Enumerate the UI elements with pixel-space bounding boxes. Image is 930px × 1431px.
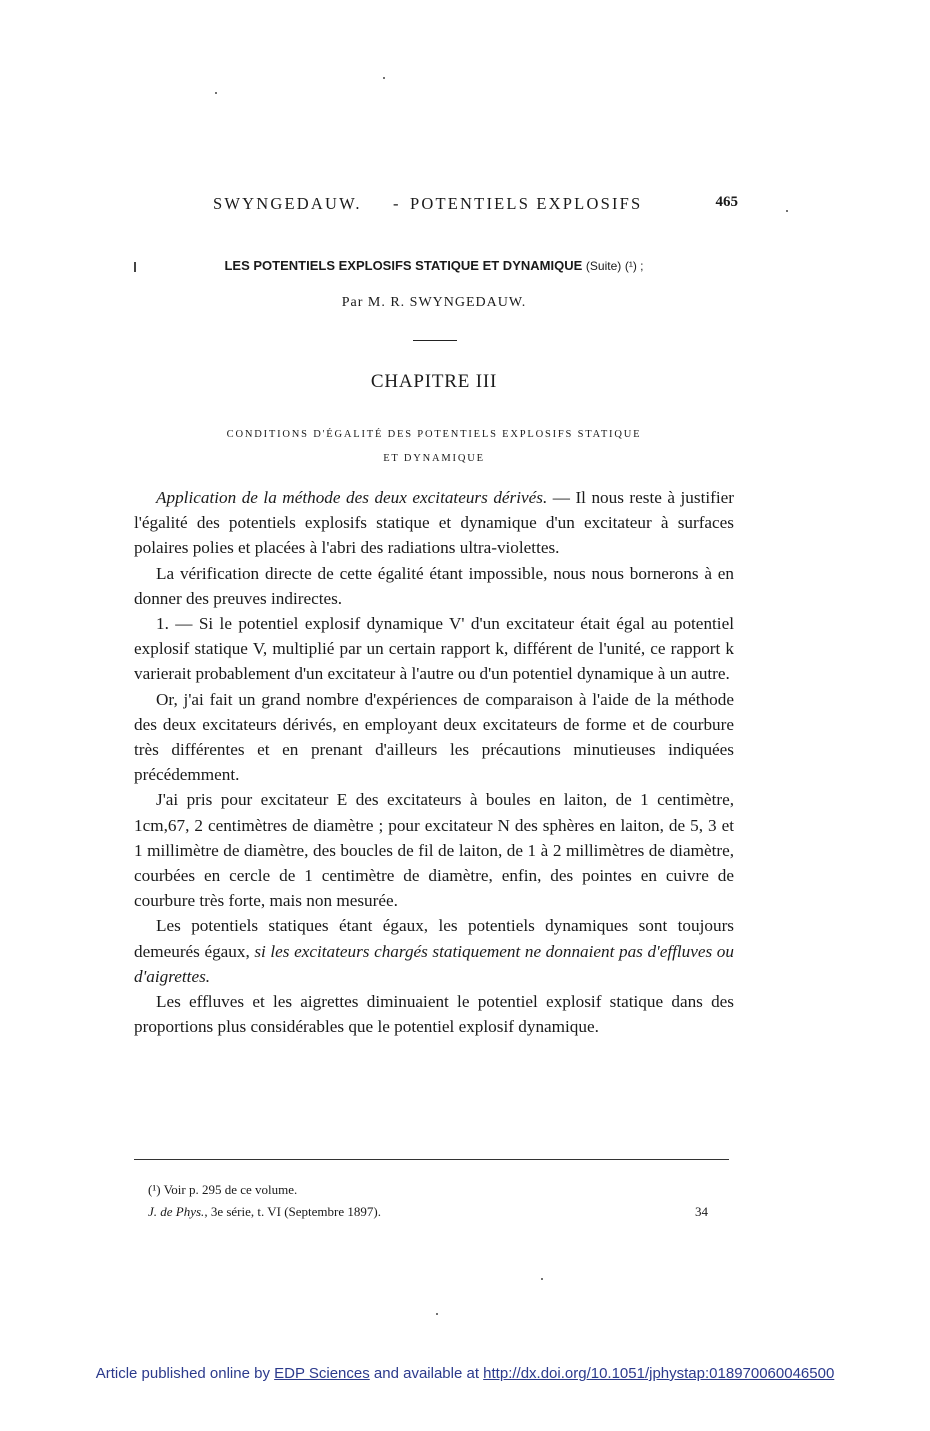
paragraph-text: — Il nous reste à justifier l'égalité des potentiels explosifs statique et dynamique d'un excitateur à surfaces polaires polies et placées à l'abri des radiations ultra-violettes. — [134, 488, 734, 558]
paragraph: 1. — Si le potentiel explosif dynamique V' d'un excitateur était égal au potentiel explosif statique V, multiplié par un certain rapport k, différent de l'unité, ce rapport k varierait probablement d'un excitateur à l'autre ou d'un potentiel dynamique à un autre. — [134, 614, 734, 684]
journal-name: J. de Phys. — [148, 1204, 205, 1219]
article-title-suite: (Suite) — [585, 259, 622, 273]
page-number: 465 — [715, 194, 738, 210]
scan-speck — [215, 92, 217, 94]
footnote-divider — [134, 1159, 729, 1160]
running-head-separator: - — [393, 194, 401, 213]
paragraph: Les effluves et les aigrettes diminuaient le potentiel explosif statique dans des proportions plus considérables que le potentiel explosif dynamique. — [134, 992, 734, 1037]
footnotes — [148, 1179, 728, 1223]
paragraph: J'ai pris pour excitateur E des excitateurs à boules en laiton, de 1 centimètre, 1cm,67, 2 centimètres de diamètre ; pour excitateur N des sphères en laiton, de 5, 3 et 1 millimètre de diamètre, des boucles de fil de laiton, de 1 à 2 millimètres de diamètre, courbées en cercle de 1 centimètre de diamètre, enfin, des pointes en cuivre de courbure très forte, mais non mesurée. — [134, 790, 734, 911]
chapter-subtitle — [134, 423, 734, 471]
scan-speck — [383, 77, 385, 79]
running-head-author: SWYNGEDAUW. — [213, 194, 362, 213]
doi-banner — [0, 1365, 930, 1382]
paragraph-tail-italic: si les excitateurs chargés statiquement ne donnaient pas d'effluves ou d'aigrettes. — [134, 941, 734, 986]
chapter-heading: CHAPITRE III — [370, 371, 498, 392]
paragraph: Or, j'ai fait un grand nombre d'expériences de comparaison à l'aide de la méthode des deux excitateurs dérivés, en employant deux excitateurs de forme et de courbure très différentes et en prenant d'ailleurs les précautions minutieuses indiquées précédemment. — [134, 689, 734, 785]
doi-link[interactable]: http://dx.doi.org/10.1051/jphystap:018970060046500 — [483, 1365, 835, 1382]
footnote-1: (¹) Voir p. 295 de ce volume. — [148, 1182, 298, 1197]
journal-reference — [148, 1201, 728, 1223]
paragraph — [134, 485, 734, 561]
body-text — [134, 485, 734, 1039]
scan-speck — [436, 1313, 438, 1315]
paragraph: La vérification directe de cette égalité étant impossible, nous nous bornerons à en donner des preuves indirectes. — [134, 563, 734, 608]
scan-speck — [786, 210, 788, 212]
chapter-subtitle-line-2: ET DYNAMIQUE — [383, 453, 485, 464]
journal-details: , 3e série, t. VI (Septembre 1897). — [204, 1204, 381, 1219]
publisher-link[interactable]: EDP Sciences — [274, 1365, 370, 1382]
doi-banner-middle: and available at — [369, 1365, 484, 1382]
article-title-text: LES POTENTIELS EXPLOSIFS STATIQUE ET DYNAMIQUE — [224, 258, 583, 273]
signature-mark: 34 — [695, 1204, 708, 1219]
running-head-subject: POTENTIELS EXPLOSIFS — [410, 194, 643, 213]
article-title-footnote-ref: (¹) ; — [624, 259, 644, 273]
byline: Par M. R. SWYNGEDAUW. — [341, 295, 527, 310]
running-head — [213, 194, 738, 216]
paragraph-text: Les potentiels statiques étant égaux, les potentiels dynamiques sont toujours demeurés égaux, — [134, 916, 734, 961]
doi-banner-prefix: Article published online by — [95, 1365, 275, 1382]
chapter-subtitle-line-1: CONDITIONS D'ÉGALITÉ DES POTENTIELS EXPLOSIFS STATIQUE — [226, 429, 642, 440]
scan-speck — [541, 1278, 543, 1280]
article-title — [134, 258, 734, 273]
title-divider — [413, 340, 457, 341]
paragraph — [134, 913, 734, 989]
paragraph-lead-italic: Application de la méthode des deux excitateurs dérivés. — [156, 488, 548, 507]
